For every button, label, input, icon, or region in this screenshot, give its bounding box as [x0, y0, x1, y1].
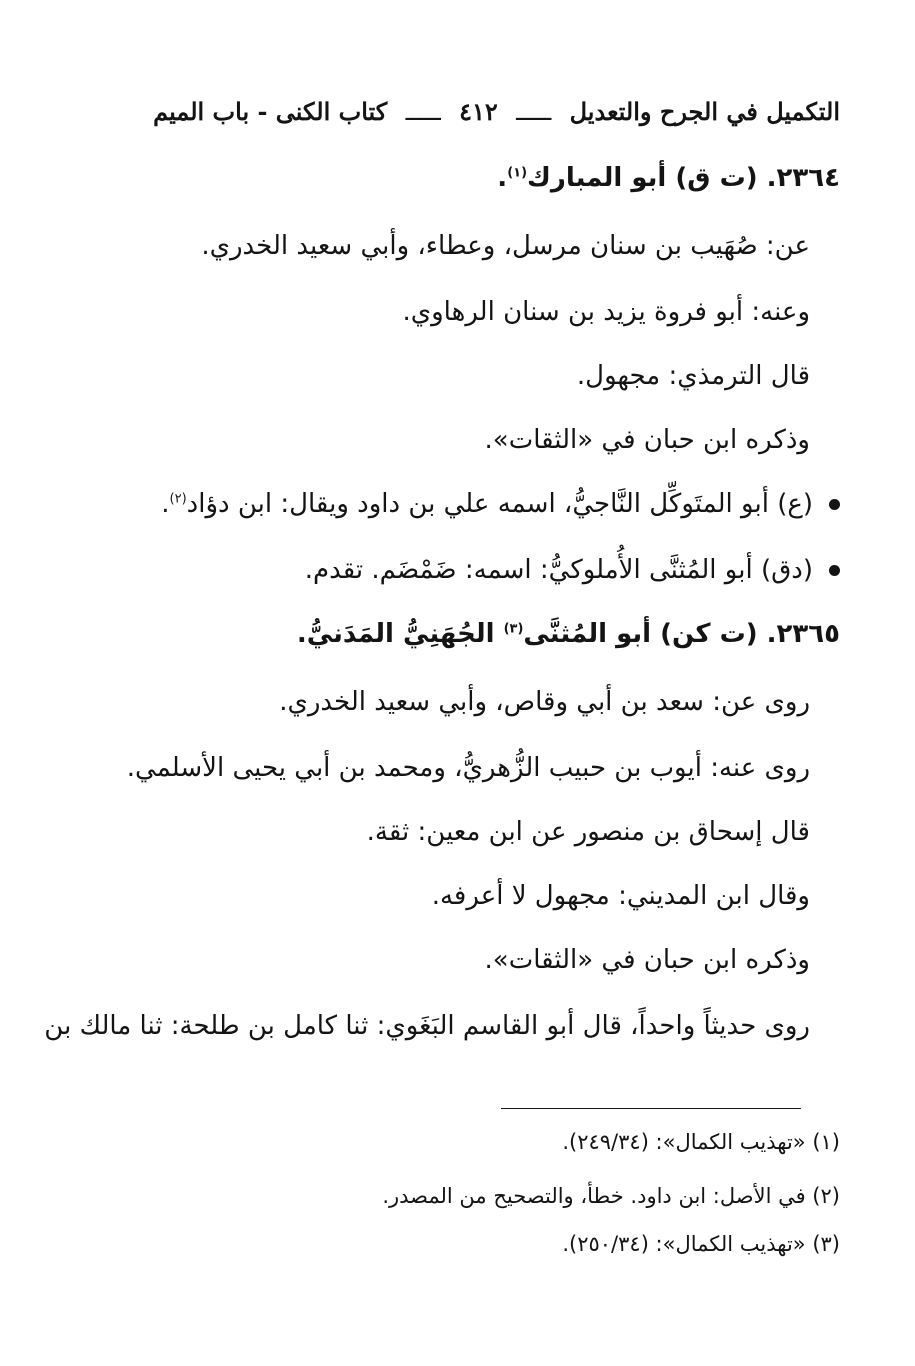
- footnote: (٣) «تهذيب الكمال»: (٢٥٠/٣٤).: [562, 1232, 840, 1256]
- bullet-icon: [829, 565, 840, 576]
- text-line: روى عنه: أيوب بن حبيب الزُّهريُّ، ومحمد بن أبي يحيى الأسلمي.: [126, 753, 810, 783]
- text-line: وذكره ابن حبان في «الثقات».: [484, 425, 810, 455]
- running-header: [140, 92, 840, 132]
- header-separator: ـــــ: [516, 98, 552, 126]
- page-number: ٤١٢: [459, 97, 498, 126]
- text-line: روى حديثاً واحداً، قال أبو القاسم البَغَوي: ثنا كامل بن طلحة: ثنا مالك بن: [44, 1011, 810, 1041]
- bullet-icon: [829, 499, 840, 510]
- section-title: كتاب الكنى - باب الميم: [153, 97, 388, 126]
- cross-reference-entry: (دق) أبو المُثنَّى الأُملوكيُّ: اسمه: ضَمْضَم. تقدم.: [100, 550, 840, 590]
- entry-heading: ٢٣٦٤. (ت ق) أبو المبارك$^{(١)}$.: [497, 163, 840, 193]
- footnote-ref: (١): [507, 165, 528, 181]
- text-line: روى عن: سعد بن أبي وقاص، وأبي سعيد الخدري.: [279, 687, 810, 717]
- footnote-divider: [501, 1108, 801, 1109]
- text-line: وعنه: أبو فروة يزيد بن سنان الرهاوي.: [402, 297, 810, 327]
- entry-heading: ٢٣٦٥. (ت كن) أبو المُثنَّى$^{(٣)}$ الجُهَنِيُّ المَدَنيُّ.: [296, 619, 840, 649]
- footnote: (٢) في الأصل: ابن داود. خطأ، والتصحيح من المصدر.: [382, 1184, 840, 1208]
- text-line: عن: صُهَيب بن سنان مرسل، وعطاء، وأبي سعيد الخدري.: [201, 231, 810, 261]
- header-separator: ـــــ: [405, 98, 441, 126]
- text-line: وذكره ابن حبان في «الثقات».: [484, 945, 810, 975]
- text-line: وقال ابن المديني: مجهول لا أعرفه.: [431, 881, 810, 911]
- text-line: قال إسحاق بن منصور عن ابن معين: ثقة.: [366, 817, 810, 847]
- footnote-ref: (٢): [169, 491, 187, 507]
- text-line: قال الترمذي: مجهول.: [576, 361, 810, 391]
- footnote-ref: (٣): [503, 621, 524, 637]
- book-title: التكميل في الجرح والتعديل: [569, 97, 840, 126]
- footnote: (١) «تهذيب الكمال»: (٢٤٩/٣٤).: [562, 1130, 840, 1154]
- cross-reference-entry: (ع) أبو المتَوكِّل النَّاجيُّ، اسمه علي بن داود ويقال: ابن دؤاد$^{(٢)}$.: [100, 484, 840, 524]
